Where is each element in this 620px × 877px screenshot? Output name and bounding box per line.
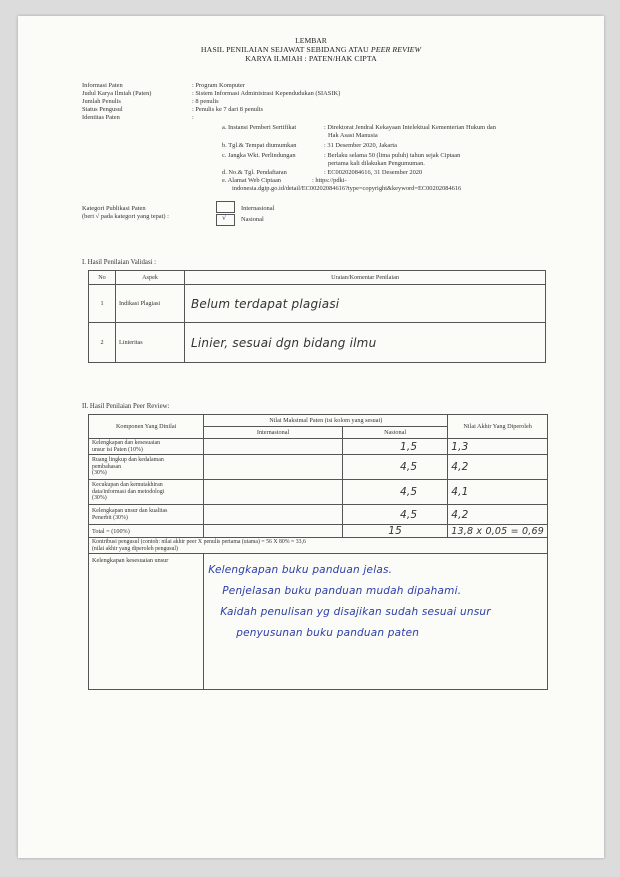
- row-comment-handwritten: Linier, sesuai dgn bidang ilmu: [185, 323, 546, 363]
- component-line: Penerbit (30%): [92, 514, 128, 521]
- option-internasional: Internasional: [241, 205, 275, 212]
- info-label: Informasi Paten: [82, 82, 123, 89]
- peer-row: [89, 480, 548, 505]
- component-line: pembahasan: [92, 463, 122, 470]
- info-value: : Penulis ke 7 dari 8 penulis: [192, 106, 263, 113]
- identity-value: : Berlaku selama 50 (lima puluh) tahun sejak Ciptaan: [324, 152, 461, 159]
- option-nasional: Nasional: [241, 216, 264, 223]
- contribution-line1: Kontribusi pengusul (contoh: nilai akhir peer X penulis pertama (utama) = 56 X 80% = 33,6: [92, 538, 306, 545]
- component-line: (30%): [92, 470, 107, 477]
- identity-value: : 31 Desember 2020, Jakarta: [324, 142, 397, 149]
- note-handwritten: Kelengkapan buku panduan jelas.: [208, 564, 393, 576]
- header-line3: KARYA ILMIAH : PATEN/HAK CIPTA: [245, 54, 377, 63]
- notes-row: [89, 554, 548, 690]
- section1-title: I. Hasil Penilaian Validasi :: [82, 259, 157, 266]
- identity-label: b. Tgl.& Tempat diumumkan: [222, 142, 297, 149]
- peer-row: [89, 439, 548, 455]
- row-comment-handwritten: Belum terdapat plagiasi: [185, 285, 546, 323]
- header-aspect: Aspek: [116, 271, 185, 285]
- identity-value-continued: Hak Asasi Manusia: [328, 132, 378, 139]
- contribution-row: [89, 538, 548, 554]
- component-line: Kelengkapan unsur dan kualitas: [92, 507, 168, 514]
- notes-label: Kelengkapan kesesuaian unsur: [89, 554, 204, 690]
- category-hint: (beri √ pada kategori yang tepat) :: [82, 213, 169, 220]
- header-line1: LEMBAR: [295, 36, 327, 45]
- final-cell: 1,3: [448, 439, 548, 455]
- peer-rows: [89, 439, 548, 525]
- info-value: : 8 penulis: [192, 98, 219, 105]
- notes-list: [208, 560, 547, 644]
- header-final: Nilai Akhir Yang Diperoleh: [448, 415, 548, 439]
- validation-row: [89, 285, 546, 323]
- peer-row: [89, 505, 548, 525]
- header-max: Nilai Maksimal Paten (isi kolom yang sesuai): [204, 415, 448, 427]
- component-cell: [89, 455, 204, 480]
- header-line2-text: HASIL PENILAIAN SEJAWAT SEBIDANG ATAU: [200, 45, 369, 54]
- document-page: [18, 16, 604, 858]
- validation-header-row: [89, 271, 546, 285]
- component-cell: [89, 505, 204, 525]
- identity-value-continued: pertama kali dilakukan Pengumuman.: [328, 160, 425, 167]
- note-handwritten: penyusunan buku panduan paten: [236, 627, 420, 639]
- identity-label: c. Jangka Wkt. Perlindungan: [222, 152, 296, 159]
- peer-review-table: [88, 414, 548, 690]
- validation-table: [88, 270, 546, 363]
- international-cell: [204, 439, 343, 455]
- international-cell: [204, 455, 343, 480]
- section2-title: II. Hasil Penilaian Peer Review:: [82, 403, 170, 410]
- component-line: Kelengkapan dan kesesuaian: [92, 439, 161, 446]
- header-national: Nasional: [342, 427, 447, 439]
- national-cell: 1,5: [342, 439, 447, 455]
- component-cell: [89, 439, 204, 455]
- info-label: Identitas Paten: [82, 114, 120, 121]
- note-handwritten: Penjelasan buku panduan mudah dipahami.: [222, 585, 462, 597]
- info-label: Status Pengusul: [82, 106, 123, 113]
- international-cell: [204, 480, 343, 505]
- component-line: (30%): [92, 495, 107, 502]
- validation-row: [89, 323, 546, 363]
- row-no: 2: [89, 323, 116, 363]
- component-line: unsur isi Paten (10%): [92, 446, 143, 453]
- header-international: Internasional: [204, 427, 343, 439]
- note-handwritten: Kaidah penulisan yg disajikan sudah sesuai unsur: [220, 606, 491, 618]
- component-line: Kecukupan dan kemutakhiran: [92, 482, 163, 489]
- row-aspect: Linieritas: [116, 323, 185, 363]
- contribution-line2: (nilai akhir yang diperoleh pengusul): [92, 545, 178, 552]
- row-no: 1: [89, 285, 116, 323]
- info-value: : Sistem Informasi Administrasi Kependudukan (SIASIK): [192, 90, 341, 97]
- info-value: : Program Komputer: [192, 82, 245, 89]
- info-label: Judul Karya Ilmiah (Paten): [82, 90, 152, 97]
- header-component: Komponen Yang Dinilai: [89, 415, 204, 439]
- identity-value: : https://pdki-: [312, 177, 347, 184]
- row-aspect: Indikasi Plagiasi: [116, 285, 185, 323]
- total-international: [204, 525, 343, 538]
- international-cell: [204, 505, 343, 525]
- national-cell: 4,5: [342, 505, 447, 525]
- info-value: :: [192, 114, 194, 121]
- total-national: 15: [342, 525, 447, 538]
- notes-cell: [204, 554, 548, 690]
- checkmark-icon: √: [222, 214, 227, 222]
- peer-row: [89, 455, 548, 480]
- total-final: 13,8 x 0,05 = 0,69: [448, 525, 548, 538]
- identity-label: e. Alamat Web Ciptaan: [222, 177, 281, 184]
- identity-value-continued: indonesia.dgip.go.id/detail/EC00202084616?type=copyright&keyword=EC00202084616: [232, 185, 462, 192]
- final-cell: 4,2: [448, 505, 548, 525]
- identity-label: a. Instansi Pemberi Sertifikat: [222, 124, 297, 131]
- peer-header-row: [89, 415, 548, 427]
- header-comment: Uraian/Komentar Penilaian: [185, 271, 546, 285]
- component-line: Ruang lingkup dan kedalaman: [92, 457, 164, 464]
- checkbox-internasional[interactable]: [216, 201, 235, 213]
- final-cell: 4,2: [448, 455, 548, 480]
- component-cell: [89, 480, 204, 505]
- total-label: Total = (100%): [89, 525, 204, 538]
- contribution-cell: [89, 538, 548, 554]
- total-row: [89, 525, 548, 538]
- header-line2: [18, 45, 604, 54]
- identity-label: d. No.& Tgl. Pendaftaran: [222, 169, 287, 176]
- final-cell: 4,1: [448, 480, 548, 505]
- component-line: data/informasi dan metodologi: [92, 488, 165, 495]
- national-cell: 4,5: [342, 455, 447, 480]
- info-label: Jumlah Penulis: [82, 98, 121, 105]
- header-line2-italic: PEER REVIEW: [370, 45, 422, 54]
- category-label: Kategori Publikasi Paten: [82, 205, 146, 212]
- header-no: No: [89, 271, 116, 285]
- national-cell: 4,5: [342, 480, 447, 505]
- identity-value: : Direktorat Jendral Kekayaan Intelektual Kementerian Hukum dan: [324, 124, 496, 131]
- identity-value: : EC00202084616, 31 Desember 2020: [324, 169, 423, 176]
